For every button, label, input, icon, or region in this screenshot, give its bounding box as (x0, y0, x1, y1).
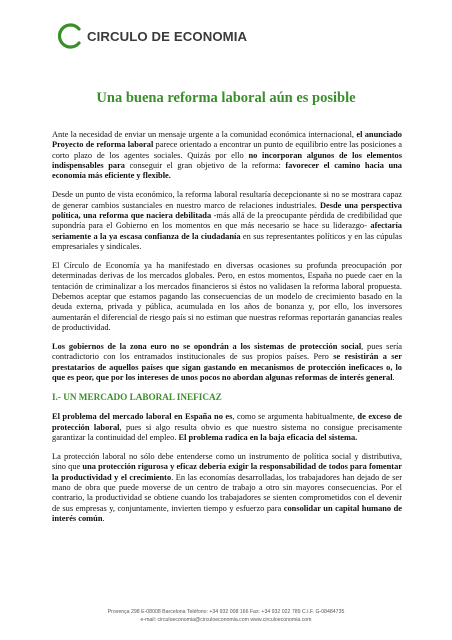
paragraph-4 (52, 342, 402, 383)
text-run: Ante la necesidad de enviar un mensaje urgente a la comunidad económica internacional, (52, 130, 357, 139)
bold-text-run: una protección rigurosa y eficaz debería exigir la responsabilidad de todos para fomentar la productividad y el crecimiento (52, 462, 402, 482)
bold-text-run: se resistirán a ser prestatarios de aquellos países que sigan gastando en mecanismos de protección ineficaces o, lo que es peor, que por los intereses de unos pocos no abordan algunas reformas de interés general (52, 352, 402, 382)
logo-text: CIRCULO DE ECONOMIA (87, 28, 248, 44)
section-heading: I.- UN MERCADO LABORAL INEFICAZ (52, 391, 222, 402)
text-run: . En las economías desarrolladas, los trabajadores han dejado de ser mano de obra que puede moverse de un centro de trabajo a otro sin mayores consecuencias. Por el contrario, la productividad se obtiene cuando los trabajadores se sienten comprometidos con el devenir de sus empresas y, conjuntamente, invierten tiempo y esfuerzo para (52, 472, 402, 513)
text-run: , pues sería contradictorio con los entramados institucionales de sus propios países. Pero (52, 341, 402, 362)
bold-text-run: consolidar un capital humano de interés común (52, 503, 402, 523)
text-run: conseguir el gran objetivo de la reforma: (125, 161, 286, 171)
paragraph-1 (52, 130, 402, 182)
bold-text-run: Los gobiernos de la zona euro no se opondrán a los sistemas de protección social (52, 341, 362, 351)
paragraph-3 (52, 261, 402, 333)
text-run: . (102, 513, 105, 523)
bold-text-run: favorecer el camino hacia una economía más eficiente y flexible. (52, 161, 402, 181)
bold-text-run: afectaría seriamente a la ya escasa confianza de la ciudadanía (52, 221, 402, 241)
bold-text-run: Desde una perspectiva política, una reforma que naciera debilitada (52, 200, 402, 220)
footer-contact: e-mail: circuloeconomia@circuloeconomia.com www.circuloeconomia.com (140, 617, 312, 623)
circle-logo-icon (55, 21, 85, 51)
text-run: La protección laboral no sólo debe entenderse como un instrumento de política social y distributiva, sino que (52, 451, 402, 472)
footer-address: Provença 298 E-08008 Barcelona Teléfono: +34 932 008 166 Fax: +34 932 022 789 C.I.F. G-08484735 (107, 609, 345, 615)
page-title: Una buena reforma laboral aún es posible (96, 90, 356, 106)
bold-text-run: El problema del mercado laboral en España no es (52, 412, 233, 422)
bold-text-run: no incorporan algunos de los elementos indispensables para (52, 150, 402, 171)
text-run: en sus representantes políticos y en las cúpulas empresariales y sindicales. (52, 231, 402, 252)
text-run: El Círculo de Economía ya ha manifestado en diversas ocasiones su profunda preocupación por determinadas derivas de los mercados globales. Pero, en estos momentos, España no puede caer en la tentación de criminalizar a los mercados financieros si éstos no validasen la reforma laboral propuesta. Debemos aceptar que estamos pagando las consecuencias de un modelo de crecimiento basado en la deuda externa, privada y pública, acumulada en los años de bonanza y, por ello, los inversores aumentarán el diferencial de riesgo país si no estiman que nuestras reformas reportarán ganancias reales de productividad. (52, 260, 402, 333)
text-run: parece orientado a encontrar un punto de equilibrio entre las posiciones a corto plazo de los agentes sociales. Quizás por ello (52, 140, 403, 160)
brand-logo (55, 18, 247, 54)
paragraph-2 (52, 190, 402, 252)
bold-text-run: de exceso de protección laboral (52, 412, 402, 432)
text-run: , pues si algo resulta obvio es que nuestro sistema no consigue precisamente garantizar la continuidad del empleo. (52, 422, 402, 442)
paragraph-6 (52, 452, 402, 524)
bold-text-run: El problema radica en la baja eficacia del sistema. (178, 432, 358, 442)
page-footer (0, 608, 452, 624)
text-run: , como se argumenta habitualmente, (232, 412, 358, 422)
document-body (52, 130, 402, 533)
text-run: -más allá de la preocupante pérdida de credibilidad que supondría para el Gobierno en los momentos en que más necesario se hace su liderazgo- (52, 211, 402, 231)
text-run: Desde un punto de vista económico, la reforma laboral resultaría decepcionante si no se mostrara capaz de generar cambios sustanciales en nuestro marco de relaciones industriales. (52, 190, 402, 210)
text-run: . (392, 373, 395, 382)
paragraph-5 (52, 412, 402, 443)
bold-text-run: el anunciado Proyecto de reforma laboral (52, 130, 402, 150)
